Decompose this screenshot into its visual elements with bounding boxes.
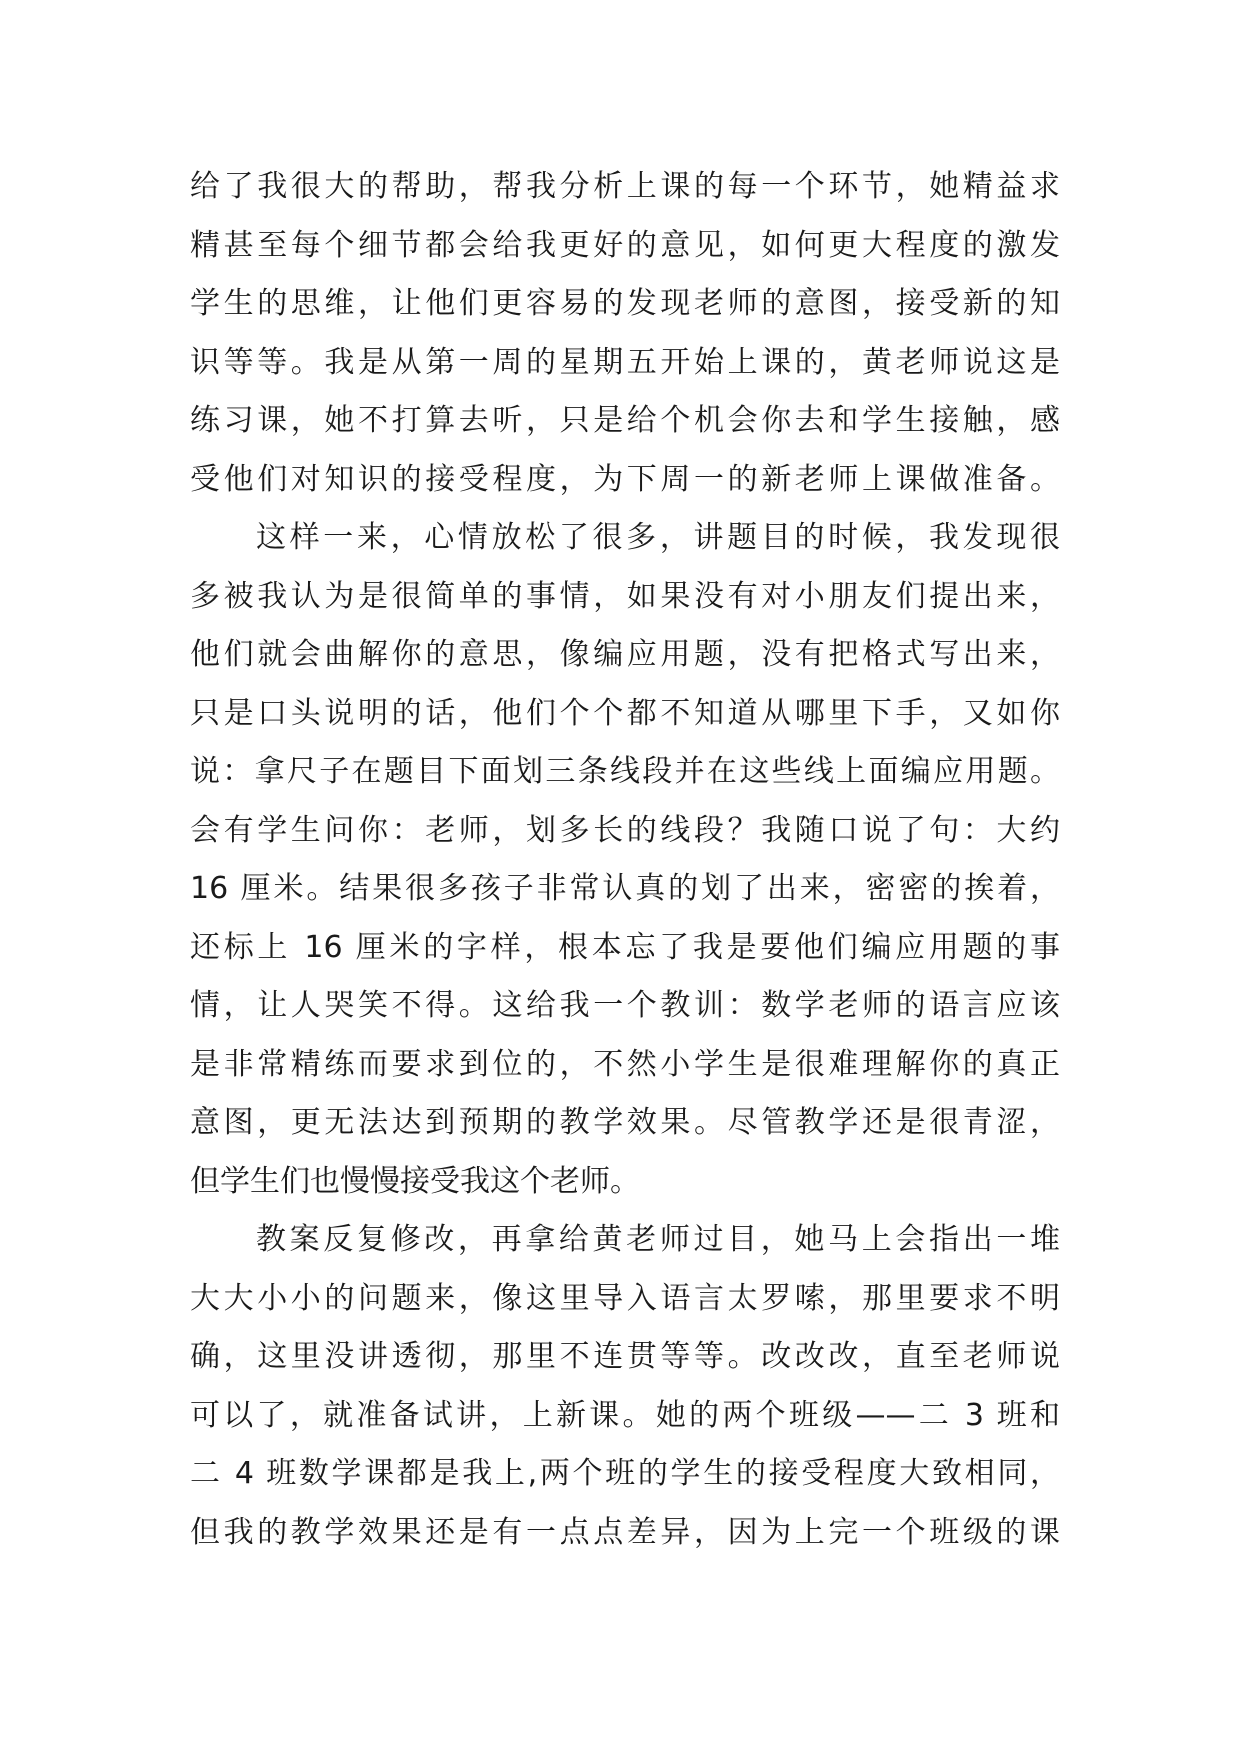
text-line: 学生的思维，让他们更容易的发现老师的意图，接受新的知 [190, 286, 1060, 321]
text-line: 可以了，就准备试讲，上新课。她的两个班级——二 3 班和 [190, 1397, 1060, 1433]
text-line: 精甚至每个细节都会给我更好的意见，如何更大程度的激发 [190, 227, 1060, 263]
text-line: 给了我很大的帮助，帮我分析上课的每一个环节，她精益求 [190, 169, 1060, 204]
text-line: 还标上 16 厘米的字样，根本忘了我是要他们编应用题的事 [190, 929, 1060, 965]
text-line: 教案反复修改，再拿给黄老师过目，她马上会指出一堆 [256, 1222, 1060, 1257]
text-line: 说：拿尺子在题目下面划三条线段并在这些线上面编应用题。 [190, 754, 1060, 789]
text-line: 只是口头说明的话，他们个个都不知道从哪里下手，又如你 [190, 695, 1060, 731]
body-text [190, 158, 1060, 1562]
text-line: 但我的教学效果还是有一点点差异，因为上完一个班级的课 [190, 1514, 1060, 1550]
text-line: 二 4 班数学课都是我上,两个班的学生的接受程度大致相同， [190, 1456, 1060, 1491]
text-line: 练习课，她不打算去听，只是给个机会你去和学生接触，感 [190, 403, 1060, 438]
text-line: 是非常精练而要求到位的，不然小学生是很难理解你的真正 [190, 1046, 1060, 1082]
text-line: 意图，更无法达到预期的教学效果。尽管教学还是很青涩， [190, 1105, 1060, 1140]
text-line: 这样一来，心情放松了很多，讲题目的时候，我发现很 [256, 520, 1060, 555]
text-line: 多被我认为是很简单的事情，如果没有对小朋友们提出来， [190, 578, 1060, 614]
text-line: 受他们对知识的接受程度，为下周一的新老师上课做准备。 [190, 461, 1060, 497]
text-line: 大大小小的问题来，像这里导入语言太罗嗦，那里要求不明 [190, 1280, 1060, 1316]
text-line: 他们就会曲解你的意思，像编应用题，没有把格式写出来， [190, 637, 1060, 672]
text-line: 情，让人哭笑不得。这给我一个教训：数学老师的语言应该 [190, 988, 1060, 1023]
text-line: 但学生们也慢慢接受我这个老师。 [190, 1163, 640, 1199]
text-line: 16 厘米。结果很多孩子非常认真的划了出来，密密的挨着， [190, 871, 1060, 906]
text-line: 会有学生问你：老师，划多长的线段？我随口说了句：大约 [190, 812, 1060, 848]
text-line: 确，这里没讲透彻，那里不连贯等等。改改改，直至老师说 [190, 1339, 1060, 1374]
text-line: 识等等。我是从第一周的星期五开始上课的，黄老师说这是 [190, 344, 1060, 380]
